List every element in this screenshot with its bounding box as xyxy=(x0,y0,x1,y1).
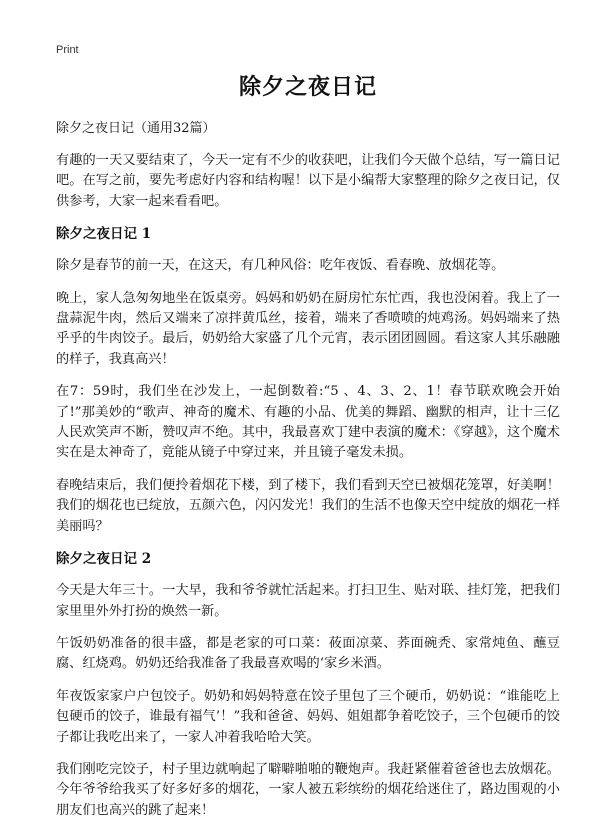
section-2-paragraph-4: 我们刚吃完饺子，村子里边就响起了噼噼啪啪的鞭炮声。我赶紧催着爸爸也去放烟花。今年爷爷给我买了好多好多的烟花，一家人被五彩缤纷的烟花给迷住了，路边围观的小朋友们也高兴的跳了起来！ xyxy=(56,761,560,818)
section-2-paragraph-1: 今天是大年三十。一大早，我和爷爷就忙活起来。打扫卫生、贴对联、挂灯笼，把我们家里里外外打扮的焕然一新。 xyxy=(56,583,560,619)
page-title: 除夕之夜日记 xyxy=(238,75,377,100)
section-1-paragraph-2: 晚上，家人急匆匆地坐在饭桌旁。妈妈和奶奶在厨房忙东忙西，我也没闲着。我上了一盘蒜泥牛肉，然后又端来了凉拌黄瓜丝，接着，端来了香喷喷的炖鸡汤。妈妈端来了热乎乎的牛肉饺子。最后，奶奶给大家盛了几个元宵，表示团团圆圆。看这家人其乐融融的样子，我真高兴！ xyxy=(56,290,560,367)
section-1-paragraph-3: 在7：59时，我们坐在沙发上，一起倒数着:“5 、4、3、2、1！春节联欢晚会开始了!”那美妙的“歌声、神奇的魔术、有趣的小品、优美的舞蹈、幽默的相声，让十三亿人民欢笑声不断，赞叹声不绝。其中，我最喜欢丁建中表演的魔术：《穿越》，这个魔术实在是太神奇了，竟能从镜子中穿过来，并且镜子毫发未损。 xyxy=(56,384,560,461)
print-label[interactable]: Print xyxy=(56,44,79,56)
section-heading-2: 除夕之夜日记 2 xyxy=(56,551,152,568)
section-2-paragraph-3: 年夜饭家家户户包饺子。奶奶和妈妈特意在饺子里包了三个硬币，奶奶说：“谁能吃上包硬币的饺子，谁最有福气’！”我和爸爸、妈妈、姐姐都争着吃饺子，三个包硬币的饺子都让我吃出来了，一家人冲着我哈哈大笑。 xyxy=(56,688,560,745)
section-2-paragraph-2: 午饭奶奶准备的很丰盛，都是老家的可口菜：莜面凉菜、荞面碗秃、家常炖鱼、蘸豆腐、红烧鸡。奶奶还给我准备了我最喜欢喝的‘家乡米酒。 xyxy=(56,635,560,672)
document-subtitle: 除夕之夜日记（通用32篇） xyxy=(56,121,216,136)
section-1-paragraph-1: 除夕是春节的前一天，在这天，有几种风俗：吃年夜饭、看春晚、放烟花等。 xyxy=(56,258,505,274)
section-1-paragraph-4: 春晚结束后，我们便拎着烟花下楼，到了楼下，我们看到天空已被烟花笼罩，好美啊！我们的烟花也已绽放，五颜六色，闪闪发光！我们的生活不也像天空中绽放的烟花一样美丽吗？ xyxy=(56,477,560,534)
section-heading-1: 除夕之夜日记 1 xyxy=(56,226,152,243)
intro-paragraph: 有趣的一天又要结束了，今天一定有不少的收获吧，让我们今天做个总结，写一篇日记吧。在写之前，要先考虑好内容和结构喔！以下是小编帮大家整理的除夕之夜日记，仅供参考，大家一起来看看吧。 xyxy=(56,153,560,209)
